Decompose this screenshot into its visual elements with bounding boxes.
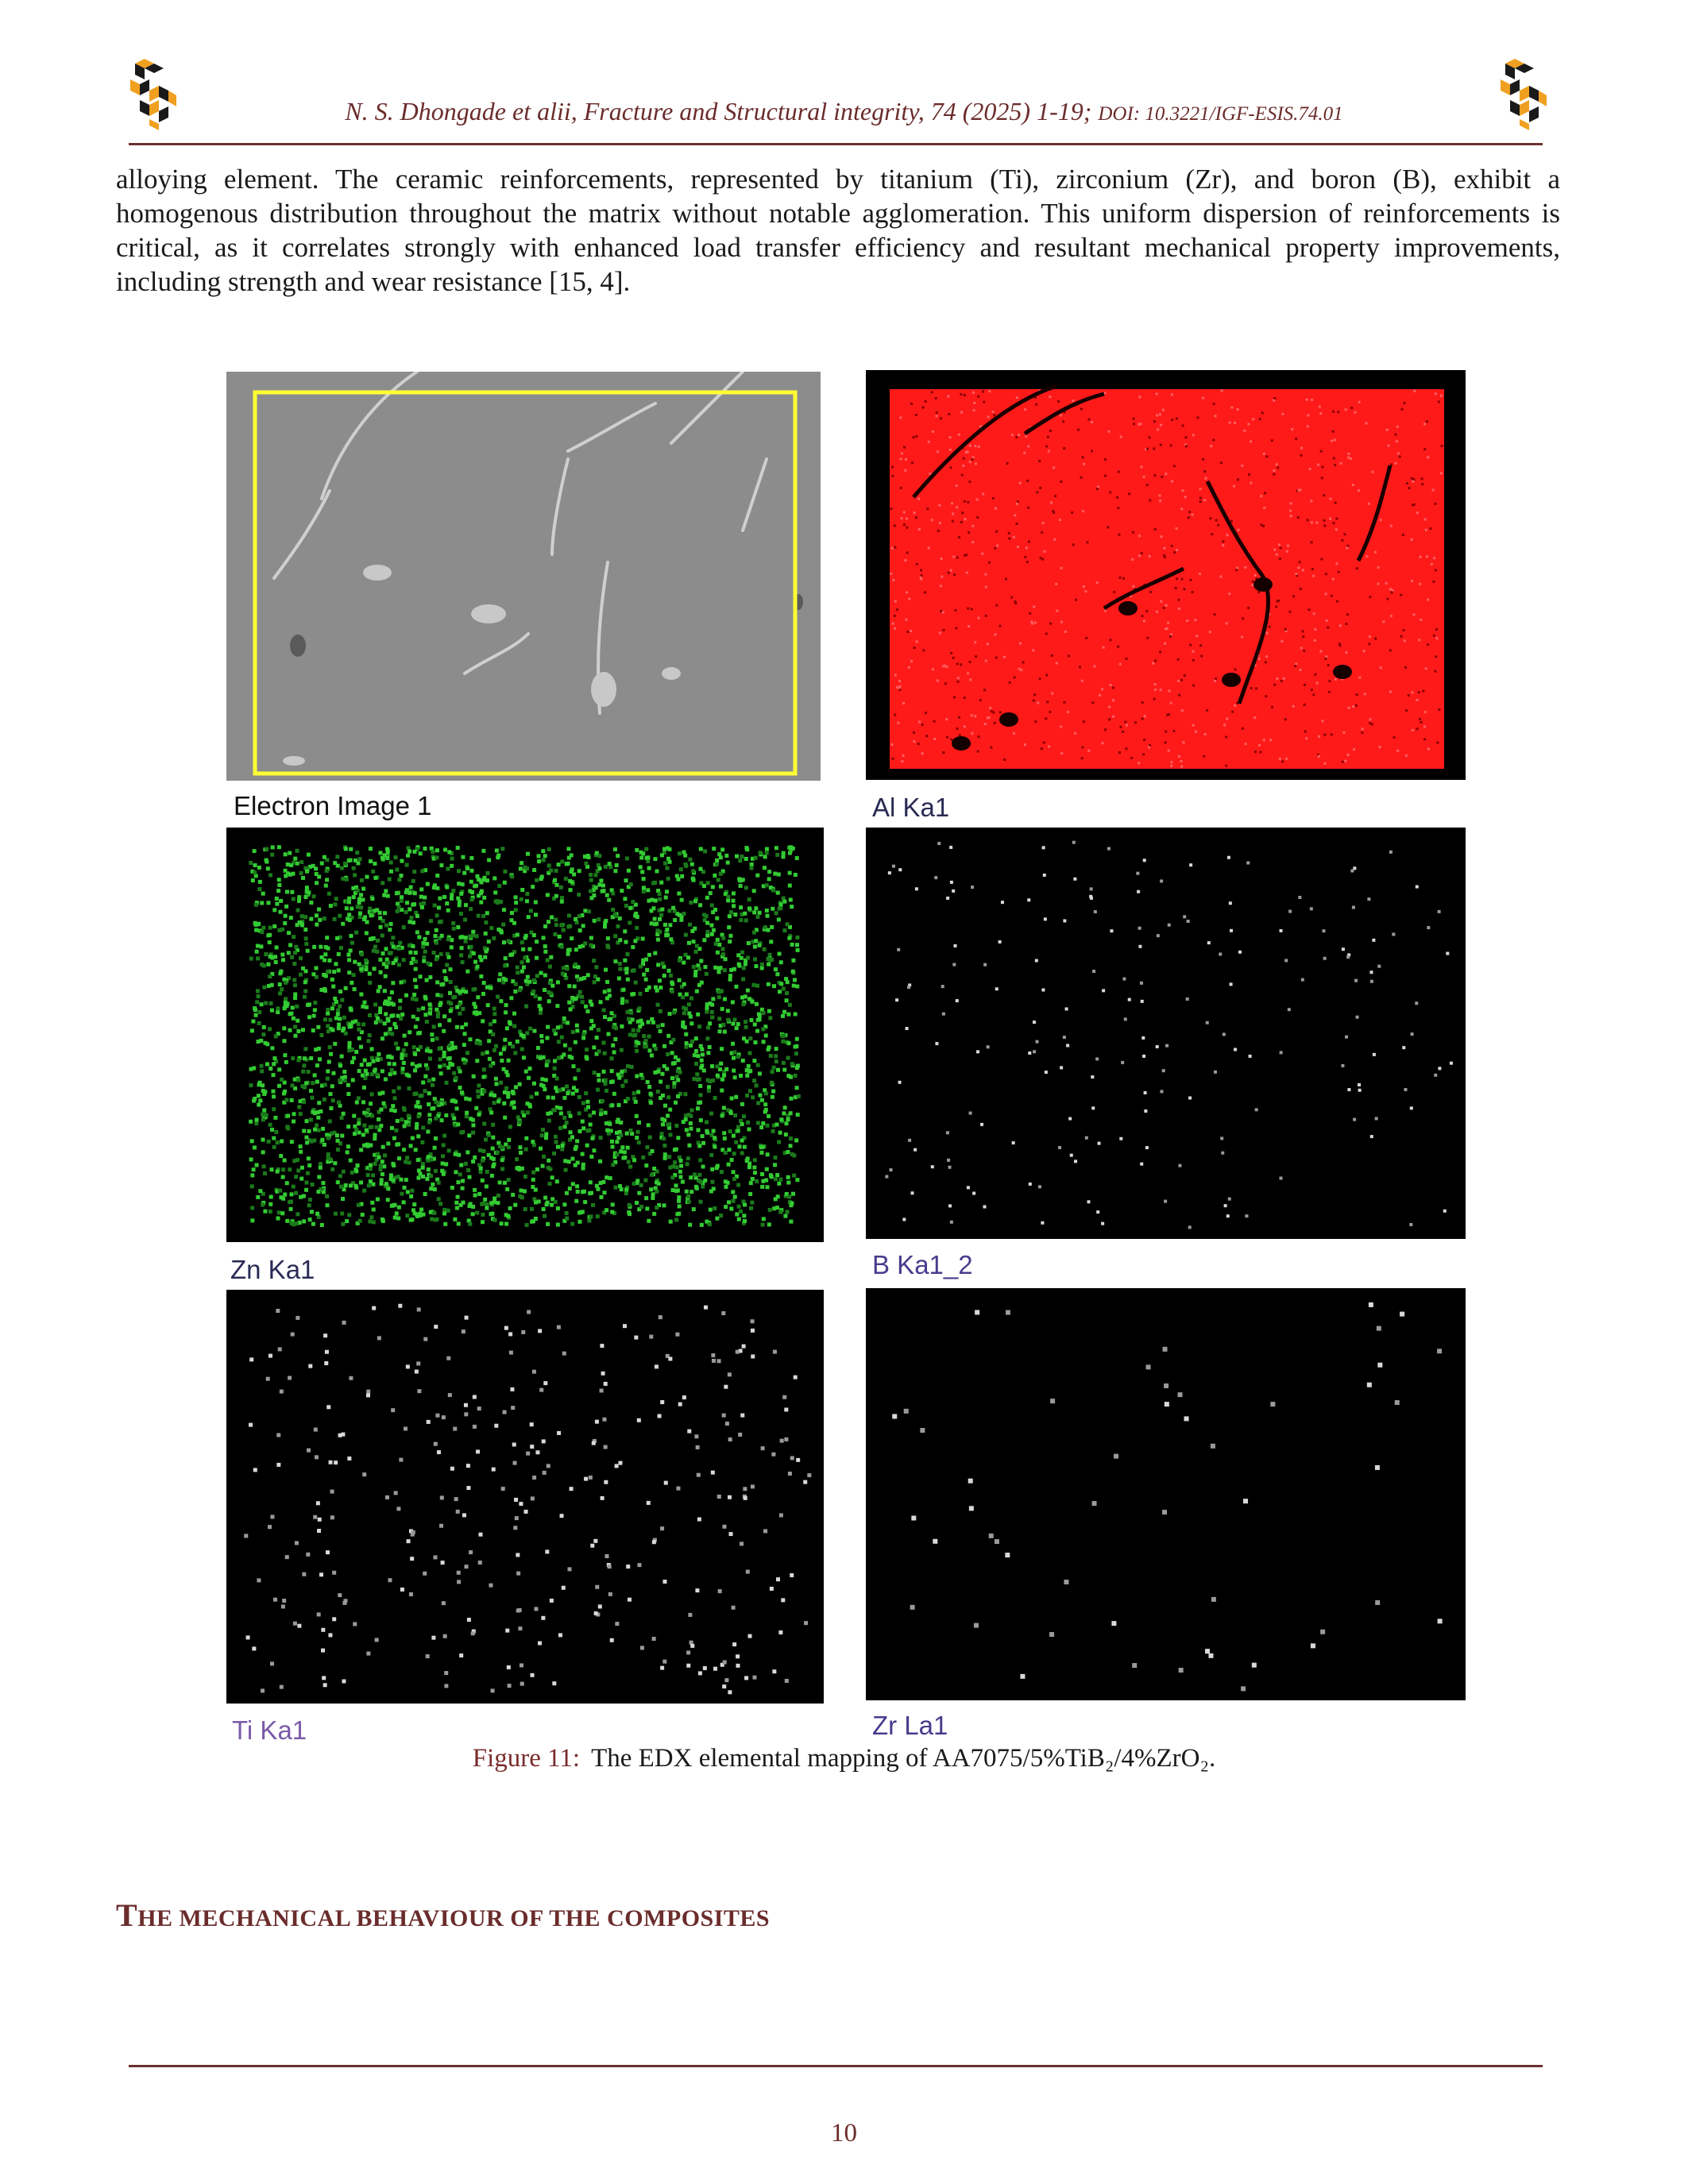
- al-ka1-map: [866, 370, 1466, 780]
- electron-image-panel: [226, 372, 821, 781]
- b-ka1-2-map: [866, 828, 1466, 1239]
- panel-label-electron-image: Electron Image 1: [234, 791, 432, 820]
- zn-ka1-map: [226, 828, 824, 1242]
- panel-label-ti: Ti Ka1: [232, 1715, 307, 1745]
- figure-caption-text: The EDX elemental mapping of AA7075/5%TiB₂/4%ZrO₂.: [591, 1744, 1216, 1773]
- panel-label-al: Al Ka1: [872, 793, 950, 822]
- body-paragraph: alloying element. The ceramic reinforcements, represented by titanium (Ti), zirconium (Zr), and boron (B), exhibit a homogenous distribution throughout the matrix without notable agglomeration. This uniform dispersion of reinforcements is critical, as it correlates strongly with enhanced load transfer efficiency and resultant mechanical property improvements, including strength and wear resistance [15, 4].: [116, 164, 1560, 297]
- running-head-citation: N. S. Dhongade et alii, Fracture and Structural integrity, 74 (2025) 1-19;: [345, 97, 1092, 125]
- running-head: [0, 97, 1688, 126]
- ti-ka1-map: [226, 1290, 824, 1704]
- panel-label-b: B Ka1_2: [872, 1250, 973, 1279]
- panel-label-zr: Zr La1: [872, 1711, 948, 1740]
- panel-label-zn: Zn Ka1: [230, 1255, 315, 1284]
- figure-caption-label: Figure 11:: [472, 1744, 581, 1773]
- section-heading-initial: T: [116, 1897, 138, 1933]
- section-heading: [116, 1897, 770, 1934]
- page-number: 10: [831, 2119, 857, 2147]
- footer-rule: [129, 2065, 1543, 2067]
- zr-la1-map: [866, 1288, 1466, 1700]
- doi-text: DOI: 10.3221/IGF-ESIS.74.01: [1098, 103, 1343, 125]
- section-heading-rest: HE MECHANICAL BEHAVIOUR OF THE COMPOSITES: [137, 1905, 771, 1931]
- header-rule: [129, 143, 1543, 145]
- figure-caption: [0, 1744, 1688, 1773]
